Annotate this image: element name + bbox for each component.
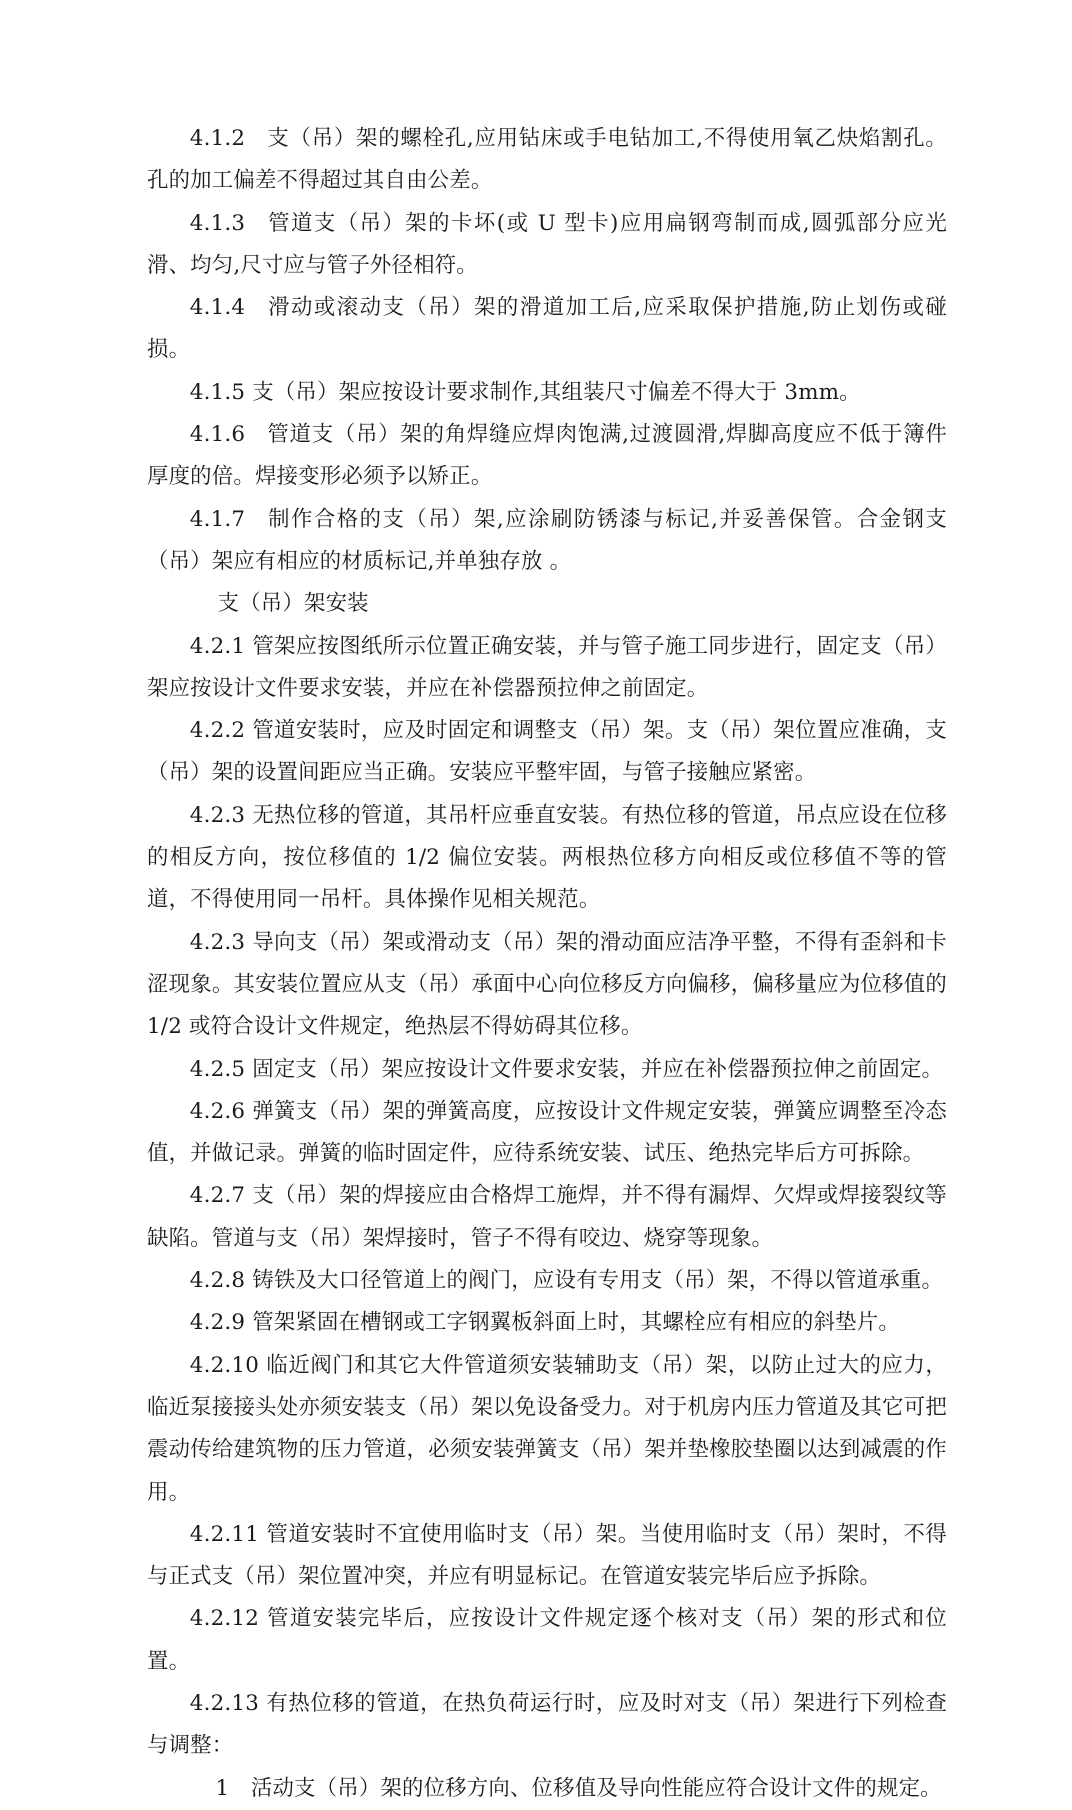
paragraph-4.1.6: 4.1.6 管道支（吊）架的角焊缝应焊肉饱满,过渡圆滑,焊脚高度应不低于簿件厚度的倍。焊接变形必须予以矫正。 <box>147 422 947 490</box>
paragraph-4.2.11: 4.2.11 管道安装时不宜使用临时支（吊）架。当使用临时支（吊）架时，不得与正式支（吊）架位置冲突，并应有明显标记。在管道安装完毕后应予拆除。 <box>147 1521 947 1590</box>
document-text-body <box>147 118 947 1810</box>
paragraph-4.2.2: 4.2.2 管道安装时，应及时固定和调整支（吊）架。支（吊）架位置应准确，支（吊）架的设置间距应当正确。安装应平整牢固，与管子接触应紧密。 <box>147 718 947 786</box>
paragraph-4.1.5: 4.1.5 支（吊）架应按设计要求制作,其组装尺寸偏差不得大于 3mm。 <box>189 379 861 405</box>
paragraph-4.2.6: 4.2.6 弹簧支（吊）架的弹簧高度，应按设计文件规定安装，弹簧应调整至冷态值，并做记录。弹簧的临时固定件，应待系统安装、试压、绝热完毕后方可拆除。 <box>147 1098 947 1167</box>
paragraph-4.1.3: 4.1.3 管道支（吊）架的卡坏(或 U 型卡)应用扁钢弯制而成,圆弧部分应光滑、均匀,尺寸应与管子外径相符。 <box>147 210 947 278</box>
paragraph-4.2.1: 4.2.1 管架应按图纸所示位置正确安装，并与管子施工同步进行，固定支（吊）架应按设计文件要求安装，并应在补偿器预拉伸之前固定。 <box>147 633 947 701</box>
paragraph-4.2.5: 4.2.5 固定支（吊）架应按设计文件要求安装，并应在补偿器预拉伸之前固定。 <box>189 1056 944 1082</box>
paragraph-4.2.10: 4.2.10 临近阀门和其它大件管道须安装辅助支（吊）架，以防止过大的应力，临近泵接接头处亦须安装支（吊）架以免设备受力。对于机房内压力管道及其它可把震动传给建筑物的压力管道，必须安装弹簧支（吊）架并垫橡胶垫圈以达到减震的作用。 <box>147 1352 947 1505</box>
paragraph-heading: 支（吊）架安装 <box>217 591 369 617</box>
paragraph-4.1.7: 4.1.7 制作合格的支（吊）架,应涂刷防锈漆与标记,并妥善保管。合金钢支（吊）架应有相应的材质标记,并单独存放 。 <box>147 506 947 574</box>
paragraph-4.2.8: 4.2.8 铸铁及大口径管道上的阀门，应设有专用支（吊）架，不得以管道承重。 <box>189 1268 944 1294</box>
paragraph-4.2.9: 4.2.9 管架紧固在槽钢或工字钢翼板斜面上时，其螺栓应有相应的斜垫片。 <box>189 1310 900 1336</box>
paragraph-4.2.13: 4.2.13 有热位移的管道，在热负荷运行时，应及时对支（吊）架进行下列检查与调整： <box>147 1690 947 1759</box>
paragraph-4.1.4: 4.1.4 滑动或滚动支（吊）架的滑道加工后,应采取保护措施,防止划伤或碰损。 <box>147 295 947 363</box>
paragraph-item-1: 1 活动支（吊）架的位移方向、位移值及导向性能应符合设计文件的规定。 <box>215 1775 942 1801</box>
paragraph-4.2.12: 4.2.12 管道安装完毕后，应按设计文件规定逐个核对支（吊）架的形式和位置。 <box>147 1606 947 1674</box>
paragraph-4.2.3b: 4.2.3 导向支（吊）架或滑动支（吊）架的滑动面应洁净平整，不得有歪斜和卡涩现象。其安装位置应从支（吊）承面中心向位移反方向偏移，偏移量应为位移值的 1/2 或符合设计文件规定，绝热层不得妨碍其位移。 <box>147 929 947 1040</box>
paragraph-4.2.3a: 4.2.3 无热位移的管道，其吊杆应垂直安装。有热位移的管道，吊点应设在位移的相反方向，按位移值的 1/2 偏位安装。两根热位移方向相反或位移值不等的管道，不得使用同一吊杆。具体操作见相关规范。 <box>147 802 947 913</box>
paragraph-4.2.7: 4.2.7 支（吊）架的焊接应由合格焊工施焊，并不得有漏焊、欠焊或焊接裂纹等缺陷。管道与支（吊）架焊接时，管子不得有咬边、烧穿等现象。 <box>147 1183 947 1251</box>
paragraph-4.1.2: 4.1.2 支（吊）架的螺栓孔,应用钻床或手电钻加工,不得使用氧乙炔焰割孔。孔的加工偏差不得超过其自由公差。 <box>147 126 947 194</box>
